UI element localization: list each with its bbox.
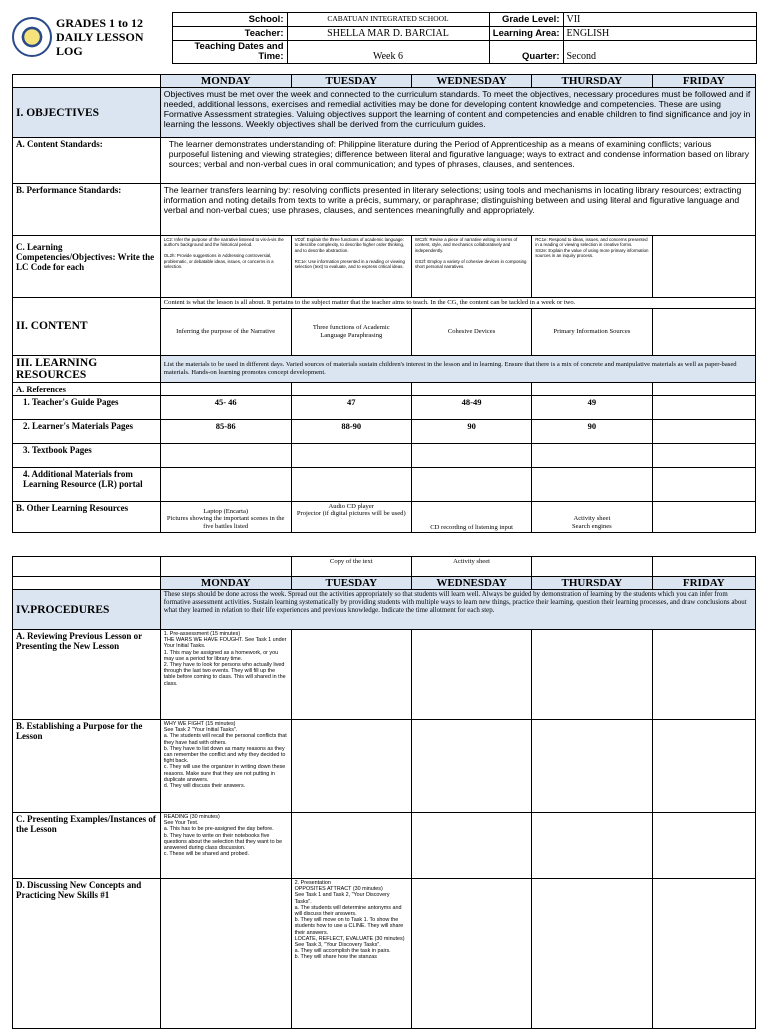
performance-standards-text: The learner transfers learning by: resolving conflicts presented in literary selections; using tools and mechanisms in locating library resources; extracting information and noting details from texts to write a précis, summary, or paraphrase; distinguishing between and using literal and figurative language and verbal and non-verbal cues; use phrases, clauses, and sentences meaningfully and appropriately. — [160, 184, 755, 236]
competency-monday: LC2: Infer the purpose of the narrative listened to vis-à-vis the author's background and the historical period. OL2h: Provide suggestions in Addressing controversial, problematic, or debatable ideas, issues, or concerns in a selection. — [160, 236, 291, 298]
day2-friday: FRIDAY — [652, 577, 755, 590]
resources-label: III. LEARNING RESOURCES — [13, 355, 161, 382]
top-value-monday — [160, 557, 291, 577]
performance-standards-label: B. Performance Standards: — [13, 184, 161, 236]
lm-pages-label: 2. Learner's Materials Pages — [13, 419, 161, 443]
tg-pages-monday: 45- 46 — [160, 395, 291, 419]
content-thursday: Primary Information Sources — [532, 308, 652, 355]
other-resources-tuesday: Audio CD player Projector (if digital pictures will be used) — [291, 501, 411, 532]
top-value-wednesday: Activity sheet — [411, 557, 531, 577]
teacher-value: SHELLA MAR D. BARCIAL — [287, 27, 489, 41]
other-resources-label: B. Other Learning Resources — [13, 501, 161, 532]
school-label: School: — [172, 13, 287, 27]
lm-pages-monday: 85-86 — [160, 419, 291, 443]
lr-portal-thursday — [532, 467, 652, 501]
quarter-value: Second — [563, 41, 756, 64]
content-standards-text: The learner demonstrates understanding of: Philippine literature during the Period of Apprenticeship as a means of examining conflicts; various purposeful listening and viewing strategies; difference between literal and figurative language; ways to extract and condense information based on library sources; verbal and non-verbal cues in oral communication; and types of phrases, clauses, and sentences. — [160, 138, 755, 184]
content-standards-label: A. Content Standards: — [13, 138, 161, 184]
content-tuesday: Three functions of Academic Language Paraphrasing — [291, 308, 411, 355]
textbook-pages-thursday — [532, 443, 652, 467]
day-thursday: THURSDAY — [532, 75, 652, 88]
step-a-label: A. Reviewing Previous Lesson or Presenting the New Lesson — [13, 630, 161, 720]
tg-pages-friday — [652, 395, 755, 419]
lm-pages-wednesday: 90 — [411, 419, 531, 443]
step-a-monday: 1. Pre-assessment (15 minutes) THE WARS WE HAVE FOUGHT. See Task 1 under Your Initial Tasks. 1. This may be assigned as a homework, or you may use a period for library time. 2. They have to look for persons who actually lived through the last two events. They will fill up the table before coming to class. This will shared in the class. — [160, 630, 291, 720]
lr-portal-label: 4. Additional Materials from Learning Resource (LR) portal — [13, 467, 161, 501]
teacher-label: Teacher: — [172, 27, 287, 41]
top-value-tuesday: Copy of the text — [291, 557, 411, 577]
step-a-friday — [652, 630, 755, 720]
competency-tuesday: VD2f: Explain the three functions of academic language: to describe complexity, to describe higher order thinking, and to describe abstraction. RC1e: Use information presented in a reading or viewing selection (text) to evaluate, and to express critical ideas. — [291, 236, 411, 298]
competency-thursday: RC1e: Respond to ideas, issues, and concerns presented in a reading or viewing selection in creative forms. SS2e: Explain the value of using more primary information sources in an inquiry process. — [532, 236, 652, 298]
school-value: CABATUAN INTEGRATED SCHOOL — [287, 13, 489, 27]
competencies-label: C. Learning Competencies/Objectives: Write the LC Code for each — [13, 236, 161, 298]
step-d-tuesday: 2. Presentation OPPOSITES ATTRACT (30 minutes) See Task 1 and Task 2, "Your Discovery Tasks". a. The students will determine antonyms and will discuss their answers. b. They will move on to Task 1. To show the students how to use a CLINE. They will share their answers. LOCATE, REFLECT, EVALUATE (30 minutes) See Task 3, "Your Discovery Tasks". a. They will accomplish the task in pairs. b. They will share how the stanzas — [291, 879, 411, 1029]
step-b-tuesday — [291, 720, 411, 813]
step-c-monday: READING (30 minutes) See Your Text. a. This has to be pre-assigned the day before. b. They have to write on their notebooks five questions about the selection that they want to be answered during class discussion. c. These will be shared and probed. — [160, 813, 291, 879]
procedures-note: These steps should be done across the week. Spread out the activities appropriately so that students will learn well. Always be guided by demonstration of learning by the students which you can infer from formative assessment activities. Sustain learning systematically by providing students with multiple ways to learn new things, practice their learning, question their learning processes, and draw conclusions about what they learned in relation to their life experiences and previous knowledge. Indicate the time allotment for each step. — [160, 590, 755, 630]
textbook-pages-label: 3. Textbook Pages — [13, 443, 161, 467]
step-d-wednesday — [411, 879, 531, 1029]
quarter-label: Quarter: — [489, 41, 563, 64]
header-title-cell — [12, 13, 172, 64]
day2-thursday: THURSDAY — [532, 577, 652, 590]
day2-tuesday: TUESDAY — [291, 577, 411, 590]
step-d-friday — [652, 879, 755, 1029]
step-c-label: C. Presenting Examples/Instances of the Lesson — [13, 813, 161, 879]
tg-pages-label: 1. Teacher's Guide Pages — [13, 395, 161, 419]
step-b-thursday — [532, 720, 652, 813]
tg-pages-wednesday: 48-49 — [411, 395, 531, 419]
title-line2: DAILY LESSON LOG — [56, 29, 144, 58]
day2-wednesday: WEDNESDAY — [411, 577, 531, 590]
step-a-thursday — [532, 630, 652, 720]
lr-portal-wednesday — [411, 467, 531, 501]
step-c-friday — [652, 813, 755, 879]
grade-value: VII — [563, 13, 756, 27]
step-a-wednesday — [411, 630, 531, 720]
area-label: Learning Area: — [489, 27, 563, 41]
step-c-thursday — [532, 813, 652, 879]
content-friday — [652, 308, 755, 355]
tg-pages-tuesday: 47 — [291, 395, 411, 419]
header-table — [12, 12, 757, 64]
lm-pages-tuesday: 88-90 — [291, 419, 411, 443]
day2-monday: MONDAY — [160, 577, 291, 590]
textbook-pages-tuesday — [291, 443, 411, 467]
lesson-table — [12, 74, 756, 533]
step-d-monday — [160, 879, 291, 1029]
step-b-label: B. Establishing a Purpose for the Lesson — [13, 720, 161, 813]
deped-seal-icon — [12, 17, 52, 57]
content-label: II. CONTENT — [13, 298, 161, 356]
other-resources-friday — [652, 501, 755, 532]
day-friday: FRIDAY — [652, 75, 755, 88]
other-resources-monday: Laptop (Encarta) Pictures showing the important scenes in the five battles listed — [160, 501, 291, 532]
dates-label: Teaching Dates and Time: — [172, 41, 287, 64]
step-a-tuesday — [291, 630, 411, 720]
step-d-thursday — [532, 879, 652, 1029]
day-tuesday: TUESDAY — [291, 75, 411, 88]
textbook-pages-wednesday — [411, 443, 531, 467]
dates-value: Week 6 — [287, 41, 489, 64]
day-monday: MONDAY — [160, 75, 291, 88]
other-resources-wednesday: CD recording of listening input — [411, 501, 531, 532]
resources-note: List the materials to be used in different days. Varied sources of materials sustain children's interest in the lesson and in learning. Ensure that there is a mix of concrete and manipulative materials as well as paper-based materials. Hands-on learning promotes concept development. — [160, 355, 755, 382]
other-resources-thursday: Activity sheet Search engines — [532, 501, 652, 532]
step-b-wednesday — [411, 720, 531, 813]
step-b-friday — [652, 720, 755, 813]
competency-wednesday: WC2h: Revise a piece of narrative writing in terms of content, style, and mechanics collaboratively and independently. GS2f: Employ a variety of cohesive devices in composing short personal narratives. — [411, 236, 531, 298]
grade-label: Grade Level: — [489, 13, 563, 27]
top-value-friday — [652, 557, 755, 577]
tg-pages-thursday: 49 — [532, 395, 652, 419]
step-c-wednesday — [411, 813, 531, 879]
lm-pages-friday — [652, 419, 755, 443]
step-c-tuesday — [291, 813, 411, 879]
lr-portal-friday — [652, 467, 755, 501]
area-value: ENGLISH — [563, 27, 756, 41]
objectives-text: Objectives must be met over the week and connected to the curriculum standards. To meet the objectives, necessary procedures must be followed and if needed, additional lessons, exercises and remedial activities may be done for developing content knowledge and competencies. These are using Formative Assessment strategies. Valuing objectives support the learning of content and competencies and enable children to find significance and joy in learning the lessons. Weekly objectives shall be derived from the curriculum guides. — [160, 88, 755, 138]
competency-friday — [652, 236, 755, 298]
objectives-label: I. OBJECTIVES — [13, 88, 161, 138]
lr-portal-tuesday — [291, 467, 411, 501]
content-monday: Inferring the purpose of the Narrative — [160, 308, 291, 355]
content-wednesday: Cohesive Devices — [411, 308, 531, 355]
step-b-monday: WHY WE FIGHT (15 minutes) See Task 2 "Your Initial Tasks". a. The students will recall the personal conflicts that they have had with others. b. They have to list down as many reasons as they can remember the conflict and why they decided to fight back. c. They will use the organizer in writing down these reasons. Make sure that they are not putting in duplicate answers. d. They will discuss their answers. — [160, 720, 291, 813]
top-value-thursday — [532, 557, 652, 577]
content-note: Content is what the lesson is all about. It pertains to the subject matter that the teacher aims to teach. In the CG, the content can be tackled in a week or two. — [160, 298, 755, 309]
textbook-pages-friday — [652, 443, 755, 467]
step-d-label: D. Discussing New Concepts and Practicing New Skills #1 — [13, 879, 161, 1029]
references-label: A. References — [13, 382, 161, 395]
title-line1: GRADES 1 to 12 — [56, 15, 144, 30]
procedures-table — [12, 556, 756, 1029]
lr-portal-monday — [160, 467, 291, 501]
lm-pages-thursday: 90 — [532, 419, 652, 443]
procedures-label: IV.PROCEDURES — [13, 590, 161, 630]
day-wednesday: WEDNESDAY — [411, 75, 531, 88]
textbook-pages-monday — [160, 443, 291, 467]
